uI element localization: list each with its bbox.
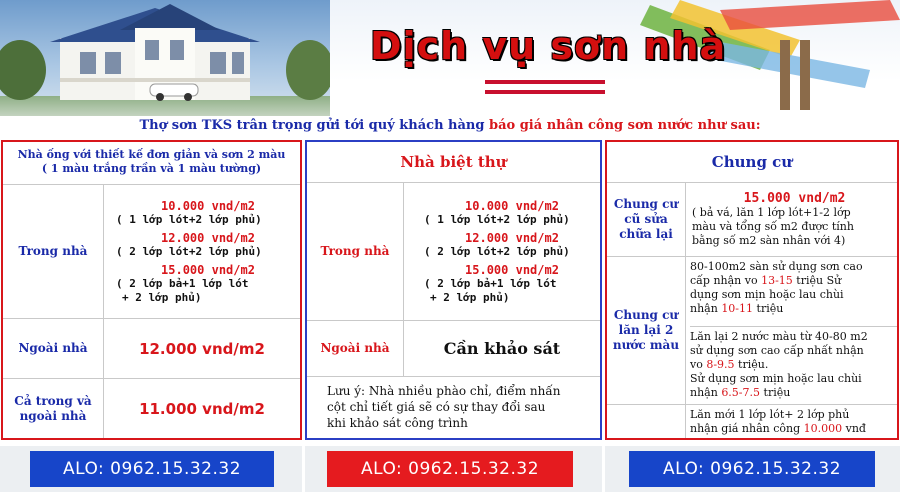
apartment-repair-label-line3: chữa lại (619, 227, 673, 241)
apartment-repaint-label-line2: lăn lại 2 (618, 323, 674, 337)
villa-note (307, 376, 600, 438)
repaint-b1-range-1: 13-15 (761, 274, 793, 287)
tube-outdoor-row (3, 318, 300, 378)
apartment-repair-label-line1: Chung cư (613, 197, 679, 211)
villa-outdoor-value-cell (403, 321, 600, 376)
apartment-repaint-row (607, 256, 897, 404)
repaint-b2-line2: sử dụng sơn cao cấp nhất nhận (690, 344, 864, 357)
header-banner (0, 0, 900, 116)
new-coat-line2 (690, 422, 897, 436)
tube-indoor-note-3a: ( 2 lớp bả+1 lớp lót (116, 276, 249, 290)
tube-both-label (3, 379, 103, 438)
apartment-repaint-label-line1: Chung cư (613, 308, 679, 322)
repaint-b2-line5 (690, 386, 897, 400)
tube-indoor-note-1: ( 1 lớp lót+2 lớp phủ) (116, 212, 262, 226)
tube-both-label-line2: ngoài nhà (19, 408, 87, 423)
apartment-repair-cell (685, 183, 897, 256)
repaint-b2-range-2: 6.5-7.5 (721, 386, 761, 399)
new-coat-line2-pre: nhận giá nhân công (690, 421, 804, 435)
repaint-b2-line5-post: triệu (760, 386, 791, 399)
call-button-3[interactable]: ALO: 0962.15.32.32 (629, 451, 875, 487)
villa-indoor-note-1: ( 1 lớp lót+2 lớp phủ) (424, 212, 570, 226)
apartment-repair-desc-line3: bằng số m2 sàn nhân với 4) (692, 233, 846, 247)
new-coat-line2-post: vnđ (842, 421, 866, 435)
villa-outdoor-row (307, 320, 600, 376)
tube-outdoor-price-cell (103, 319, 300, 378)
repaint-b1-line2-pre: cấp nhận vo (690, 274, 762, 287)
repaint-b2-line1: Lăn lại 2 nước màu từ 40-80 m2 (690, 330, 868, 343)
repaint-b2-line3 (690, 358, 897, 372)
repaint-b1-line2-post: triệu Sử (792, 274, 842, 287)
villa-indoor-note-3b: + 2 lớp phủ) (430, 290, 510, 304)
apartment-repair-desc-line2: màu và tổng số m2 được tính (692, 219, 854, 233)
tube-both-price: 11.000 vnd/m2 (139, 399, 265, 418)
villa-note-line3: khi khảo sát công trình (327, 416, 468, 430)
villa-indoor-price-2: 12.000 vnd/m2 (465, 230, 559, 245)
apartment-heading: Chung cư (711, 153, 793, 171)
repaint-b1-line3: dụng sơn mịn hoặc lau chùi (690, 288, 844, 301)
tube-outdoor-label: Ngoài nhà (18, 341, 88, 355)
call-button-2[interactable]: ALO: 0962.15.32.32 (327, 451, 573, 487)
repaint-b2-line5-pre: nhận (690, 386, 722, 399)
repaint-b2-line4: Sử dụng sơn mịn hoặc lau chùi (690, 372, 862, 385)
tube-indoor-prices (103, 185, 300, 318)
call-button-1[interactable]: ALO: 0962.15.32.32 (30, 451, 274, 487)
repaint-b1-line1: 80-100m2 sàn sử dụng sơn cao (690, 260, 863, 273)
apartment-repair-desc-line1: ( bả vá, lăn 1 lớp lót+1-2 lớp (692, 205, 851, 219)
tube-indoor-price-2: 12.000 vnd/m2 (161, 230, 255, 245)
tube-house-heading-line2: ( 1 màu trắng trần và 1 màu tường) (41, 162, 262, 175)
apartment-repaint-block-1 (690, 257, 897, 327)
tube-both-label-line1: Cả trong và (14, 393, 92, 408)
apartment-repair-row (607, 182, 897, 256)
new-coat-line1: Lăn mới 1 lớp lót+ 2 lớp phủ (690, 407, 850, 421)
villa-indoor-label: Trong nhà (320, 244, 390, 258)
villa-indoor-note-2: ( 2 lớp lót+2 lớp phủ) (424, 244, 570, 258)
tube-house-price-table (1, 140, 302, 440)
villa-note-line1: Lưu ý: Nhà nhiều phào chỉ, điểm nhấn (327, 384, 561, 398)
apartment-new-coat-row (607, 404, 897, 438)
villa-indoor-price-3: 15.000 vnd/m2 (465, 262, 559, 277)
apartment-repair-price: 15.000 vnd/m2 (743, 190, 846, 206)
repaint-b1-line4 (690, 302, 897, 316)
tube-indoor-note-3b: + 2 lớp phủ) (122, 290, 202, 304)
intro-text (0, 118, 900, 133)
house-illustration (0, 0, 330, 116)
villa-indoor-prices (403, 183, 600, 320)
repaint-b1-range-2: 10-11 (721, 302, 754, 315)
apartment-repaint-cell (685, 257, 897, 404)
tube-both-row (3, 378, 300, 438)
villa-indoor-price-1: 10.000 vnd/m2 (465, 198, 559, 213)
tube-outdoor-price: 12.000 vnd/m2 (139, 339, 265, 358)
tube-indoor-row (3, 184, 300, 318)
villa-indoor-row (307, 182, 600, 320)
repaint-b2-line3-post: triệu. (734, 358, 769, 371)
tube-both-price-cell (103, 379, 300, 438)
repaint-b2-range-1: 8-9.5 (706, 358, 735, 371)
intro-prefix: Thợ sơn TKS trân trọng gửi tới quý khách hàng (139, 118, 489, 133)
repaint-b1-line4-post: triệu (753, 302, 784, 315)
apartment-repaint-label-line3: nước màu (612, 338, 680, 352)
apartment-price-table (605, 140, 899, 440)
page-title: Dịch vụ sơn nhà (370, 24, 727, 68)
villa-price-table (305, 140, 602, 440)
apartment-repaint-block-2 (690, 327, 897, 400)
tube-indoor-label: Trong nhà (18, 244, 88, 258)
tube-indoor-price-1: 10.000 vnd/m2 (161, 198, 255, 213)
apartment-repair-label (607, 183, 685, 256)
villa-indoor-note-3a: ( 2 lớp bả+1 lớp lót (424, 276, 557, 290)
villa-heading: Nhà biệt thự (400, 153, 507, 171)
repaint-b2-line3-pre: vo (690, 358, 707, 371)
villa-outdoor-label: Ngoài nhà (320, 341, 390, 355)
intro-highlight: báo giá nhân công sơn nước như sau: (489, 118, 761, 133)
apartment-repair-label-line2: cũ sửa (624, 212, 668, 226)
new-coat-price: 10.000 (803, 421, 843, 435)
apartment-repaint-label (607, 257, 685, 404)
tube-house-heading (3, 142, 300, 184)
villa-outdoor-survey: Cần khảo sát (443, 339, 561, 358)
apartment-new-coat-cell (685, 405, 897, 438)
tube-indoor-note-2: ( 2 lớp lót+2 lớp phủ) (116, 244, 262, 258)
villa-note-line2: cột chỉ tiết giá sẽ có sự thay đổi sau (327, 400, 546, 414)
repaint-b1-line2 (690, 274, 897, 288)
tube-house-heading-line1: Nhà ống với thiết kế đơn giản và sơn 2 màu (17, 148, 286, 161)
repaint-b1-line4-pre: nhận (690, 302, 722, 315)
tube-indoor-price-3: 15.000 vnd/m2 (161, 262, 255, 277)
